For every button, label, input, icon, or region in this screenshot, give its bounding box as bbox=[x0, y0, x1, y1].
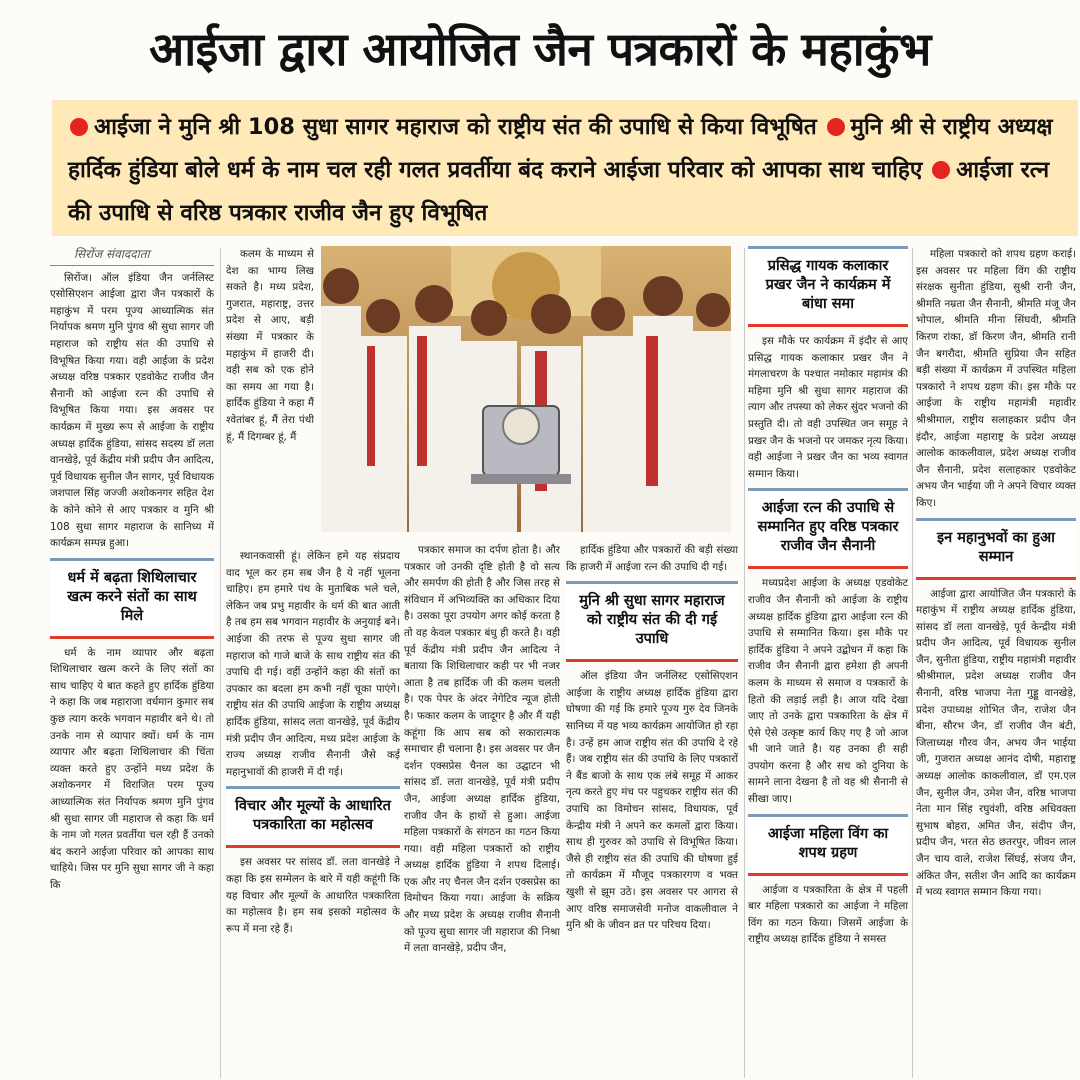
bullet-dot-icon bbox=[827, 118, 845, 136]
column-rule bbox=[744, 248, 745, 1078]
bullet-dot-icon bbox=[70, 118, 88, 136]
paragraph: हार्दिक हुंडिया और पत्रकारों की बड़ी संख्या कि हाजरी में आईजा रत्न की उपाधि दी गई। bbox=[566, 544, 738, 573]
article-column-1 bbox=[50, 246, 214, 1076]
paragraph: महिला पत्रकारो को शपथ ग्रहण कराई। इस अवसर पर महिला विंग की राष्ट्रीय संरक्षक सुनीता हुंडिया, सुश्री रानी जैन, श्रीमति नम्रता जैन सैनानी, श्रीमति मंजू जैन भोपाल, श्रीमति मीना सिंघवी, श्रीमति किरण रांका, डॉ किरण जैन, श्रीमति रानी जैन बगरौदा, श्रीमति सुप्रिया जैन सहित बड़ी संख्या में कार्यक्रम में उपस्थित महिला पत्रकारो ने शपथ ग्रहण की। इस मौके पर आईजा के राष्ट्रीय महामंत्री महावीर श्रीश्रीमाल, राष्ट्रीय सलाहकार प्रदीप जैन इंदौर, आईजा महाराष्ट्र के प्रदेश अध्यक्ष आलोक काकलीवाल, प्रदेश अध्यक्ष राजीव जैन सैनानी, प्रदेश सलाहकार एडवोकेट अभय जैन भाईया जी ने अपने विचार व्यक्त किए। bbox=[916, 248, 1076, 509]
paragraph: पत्रकार समाज का दर्पण होता है। और पत्रकार जो उनकी दृष्टि होती है वो सत्य और समर्पण की होती है और जिस तरह से संविधान में अभिव्यक्ति का अधिकार दिया है। उसका पूरा उपयोग अगर कोई करता है तो वह केवल पत्रकार बंधु ही करते है। वही पूर्व केंद्रीय मंत्री प्रदीप जैन आदित्य ने बताया कि शिथिलाचार कही पर भी नजर आता है तब हार्दिक जी की कलम चलती है। एक पेपर के अंदर नेगेटिव न्यूज होती है। फकार कलम के जादूगर है और मैं यही कहूंगा कि आप सब को सकारात्मक समाचार ही चलाना है। इस अवसर पर जैन दर्शन एक्सप्रेस चैनल का उद्घाटन भी सांसद डॉ. लता वानखेड़े, पूर्व मंत्री प्रदीप जैन, आईजा अध्यक्ष हार्दिक हुंडिया, राजीव जैन के हाथों से हुआ। आईजा महिला पत्रकारों के संगठन का गठन किया गया। वही महिला पत्रकारों को राष्ट्रीय अध्यक्ष हार्दिक हुंडिया ने शपथ दिलाई। एक और नए चैनल जैन दर्शन एक्सप्रेस का विमोचन किया गया। आईजा के सक्रिय और मध्य प्रदेश के अध्यक्ष राजीव सैनानी को पूज्य सुधा सागर जी महाराज की निश्रा में लता वानखेड़े, प्रदीप जैन, bbox=[404, 544, 560, 955]
subheading: धर्म में बढ़ता शिथिलाचार खत्म करने संतों का साथ मिले bbox=[50, 558, 214, 639]
felicitation-photo-illustration bbox=[321, 246, 731, 532]
headline: आईजा द्वारा आयोजित जैन पत्रकारों के महाकुंभ bbox=[149, 22, 931, 76]
article-column-6 bbox=[916, 246, 1076, 1076]
column-rule bbox=[220, 248, 221, 1078]
column-rule bbox=[912, 248, 913, 1078]
paragraph: आईजा द्वारा आयोजित जैन पत्रकारो के महाकुंभ में राष्ट्रीय अध्यक्ष हार्दिक हुंडिया, सांसद डॉ लता वानखेड़े, पूर्व केन्द्रीय मंत्री प्रदीप जैन आदित्य, पूर्व विधायक सुनील जैन, सुनीता हुंडिया, राष्ट्रीय महामंत्री महावीर श्रीश्रीमाल, प्रदेश अध्यक्ष राजीव जैन सैनानी, वरिष्ठ भाजपा नेता गुड्डू वानखेड़े, प्रदेश उपाध्यक्ष शोभित जैन, राजेश जैन बीना, सौरभ जैन, डॉ राजीव जैन बंटी, जिलाध्यक्ष गौरव जैन, अभय जैन भाईया जी, गुजरात अध्यक्ष आनंद दोषी, महाराष्ट्र अध्यक्ष आलोक काकलीवाल, डॉ एम.एल जैन, सुनील जैन, उमेश जैन, वरिष्ठ भाजपा नेता मान सिंह रघुवंशी, वरिष्ठ अधिवक्ता सुभाष बोहरा, अमित जैन, संदीप जैन, प्रदीप जैन, भरत सेठ छतरपुर, जीवन लाल जैन चाय वाले, राजेश सिंघई, संजय जैन, अंकित जैन, सतीश जैन आदि का कार्यक्रम में भव्य स्वागत सम्मान किया गया। bbox=[916, 587, 1076, 899]
subhead-line-2: मुनि श्री से राष्ट्रीय अध्यक्ष हार्दिक हुंडिया बोले धर्म के नाम चल रही गलत प्रवर्तीया बंद कराने आईजा परिवार को आपका साथ चाहिए bbox=[68, 114, 1053, 183]
paragraph: स्थानकवासी हूं। लेकिन हमे यह संप्रदाय वाद भूल कर हम सब जैन है ये नहीं भूलना चाहिए। हम हमारे पंथ के मुताबिक भले चले, लेकिन जब प्रभु महावीर के धर्म की बात आती है तब हम सब भगवान महावीर के अनुयाई बने। आईजा की तरफ से पूज्य सुधा सागर जी महाराज को गाजे बाजे के साथ राष्ट्रीय संत की उपाधि दी गई। वहीं उन्होंने कहा की संतों का उपकार का बदला हम कभी नहीं चूका पाएंगे। राष्ट्रीय संत की उपाधि आईजा के राष्ट्रीय अध्यक्ष हार्दिक हुंडिया, सांसद लता वानखेड़े, पूर्व केंद्रीय मंत्री प्रदीप जैन आदित्य, मध्य प्रदेश आईजा के राज्य अध्यक्ष राजीव सैनानी जैसे कई महानुभावों की हाजरी में दी गई। bbox=[226, 550, 400, 778]
byline: सिरोंज संवाददाता bbox=[50, 246, 214, 266]
article-column-3 bbox=[404, 542, 560, 1078]
subheadline-band bbox=[52, 100, 1078, 236]
subheading: मुनि श्री सुधा सागर महाराज को राष्ट्रीय संत की दी गई उपाधि bbox=[566, 581, 738, 662]
subheading: विचार और मूल्यों के आधारित पत्रकारिता का महोत्सव bbox=[226, 786, 400, 848]
article-column-5 bbox=[748, 246, 908, 1076]
paragraph: इस मौके पर कार्यक्रम में इंदौर से आए प्रसिद्ध गायक कलाकार प्रखर जैन ने मंगलाचरण के पश्चात नमोकार महामंत्र की महिमा मुनि श्री सुधा सागर महाराज की त्याग और तपस्या को लेकर सुंदर भजनो की प्रस्तुति दी। तो वही उपस्थित जन समूह ने प्रखर जैन के भजनो पर जमकर नृत्य किया। वही आईजा ने प्रखर जैन का भव्य स्वागत सम्मान किया। bbox=[748, 335, 908, 480]
paragraph: ऑल इंडिया जैन जर्नलिस्ट एसोसिएशन आईजा के राष्ट्रीय अध्यक्ष हार्दिक हुंडिया द्वारा घोषणा की गई कि हमारे पूज्य गुरु देव जिनके सानिध्य में यह भव्य कार्यक्रम आयोजित हो रहा है। उन्हें हम आज राष्ट्रीय संत की उपाधि दे रहे हैं। जब राष्ट्रीय संत की उपाधि के लिए पत्रकारों ने बैंड बाजो के साथ एक लंबे समूह में आकर नृत्य करते हुए मंच पर पहुचकर राष्ट्रीय संत की उपाधि का विमोचन सांसद, विधायक, पूर्व केन्द्रीय मंत्री ने अपने कर कमलों द्वारा किया। साथ ही गुरुवर को उपाधि से विभूषित किया। जैसे ही राष्ट्रीय संत की उपाधि की घोषणा हुई तो कार्यक्रम में मौजूद पत्रकारगण व भक्त खुशी से झूम उठे। इस अवसर पर आगरा से आए वरिष्ठ समाजसेवी मनोज वाकलीवाल ने मुनि श्री के जीवन व्रत पर परिचय दिया। bbox=[566, 670, 738, 932]
paragraph: सिरोंज। ऑल इंडिया जैन जर्नलिस्ट एसोसिएशन आईजा द्वारा जैन पत्रकारों के महाकुंभ में परम पूज्य आध्यात्मिक संत निर्यापक श्रमण मुनि पुंगव श्री सुधा सागर जी महाराज को राष्ट्रीय संत की उपाधि से विभूषित किया गया। वही आईजा के प्रदेश अध्यक्ष वरिष्ठ पत्रकार एडवोकेट राजीव जैन सैनानी को आईजा रत्न की उपाधि से विभूषित किया गया। इस अवसर पर कार्यक्रम में मुख्य रूप से आईजा के राष्ट्रीय अध्यक्ष हार्दिक हुंडिया, सांसद सदस्य डॉ लता वानखेड़े, पूर्व केंद्रीय मंत्री प्रदीप जैन आदित्य, पूर्व विधायक सुनील जैन सागर, पूर्व विधायक जशपाल सिंह जज्जी अशोकनगर सहित देश के कोने कोने से आए पत्रकार व मुनि श्री 108 सुधा सागर महाराज के सानिध्य में कार्यक्रम सम्पन्न हुआ। bbox=[50, 271, 214, 550]
subheading: इन महानुभवों का हुआ सम्मान bbox=[916, 518, 1076, 580]
subheading: आईजा महिला विंग का शपथ ग्रहण bbox=[748, 814, 908, 876]
subhead-line-3: आईजा रत्न की उपाधि से वरिष्ठ पत्रकार राजीव जैन हुए विभूषित bbox=[68, 157, 1050, 226]
paragraph: इस अवसर पर सांसद डॉ. लता वानखेड़े ने कहा कि इस सम्मेलन के बारे में यही कहूंगी कि यह विचार और मूल्यों के आधारित पत्रकारिता का महोत्सव है। हम सब इसको महोत्सव के रूप में मना रहे हैं। bbox=[226, 856, 400, 935]
paragraph: मध्यप्रदेश आईजा के अध्यक्ष एडवोकेट राजीव जैन सैनानी को आईजा के राष्ट्रीय अध्यक्ष हार्दिक हुंडिया द्वारा आईजा रत्न की उपाधि से सम्मानित किया। इस मौके पर हार्दिक हुंडिया ने अपने उद्बोधन में कहा कि राजीव जैन सैनानी द्वारा हमेशा ही अपनी कलम के माध्यम से समाज व पत्रकारों के हितो की लड़ाई लड़ी है। आज यदि देखा जाए तो उनके द्वारा पत्रकारिता के क्षेत्र में ऐसे ऐसे उत्कृष्ट कार्य किए गए है जो आज भी जाने जाते है। यह उनका ही सही उपयोग करना है और सच को दुनिया के सामने लाना देखना है तो वह श्री सैनानी से सीखा जाए। bbox=[748, 577, 908, 806]
subheading: प्रसिद्ध गायक कलाकार प्रखर जैन ने कार्यक्रम में बांधा समा bbox=[748, 246, 908, 327]
paragraph: धर्म के नाम व्यापार और बढ़ता शिथिलाचार खत्म करने के लिए संतों का साथ चाहिए ये बात कहते हुए हार्दिक हुंडिया ने कहा कि जब महाराजा वर्धमान कुमार सब कुछ त्याग करके भगवान महावीर बने थे। तो उनके नाम से व्यापार क्यों। धर्म के नाम व्यापार और बढ़ता शिथिलाचार की चिंता व्यक्त करते हुए उन्होंने मध्य प्रदेश के अशोकनगर में विराजित परम पूज्य आध्यात्मिक संत निर्यापक श्रमण मुनि पुंगव श्री सुधा सागर जी महाराज से कहा कि धर्म के नाम जो गलत प्रवर्तीया चल रही हैं उनको बंद कराने आईजा परिवार को आपका साथ चाहिये। जिस पर मुनि सुधा सागर जी ने कहा कि bbox=[50, 646, 214, 891]
paragraph: आईजा व पत्रकारिता के क्षेत्र में पहली बार महिला पत्रकारो का आईजा ने महिला विंग का गठन किया। जिसमें आईजा के राष्ट्रीय अध्यक्ष हार्दिक हुंडिया ने समस्त bbox=[748, 883, 908, 946]
subhead-line-1: आईजा ने मुनि श्री 108 सुधा सागर महाराज को राष्ट्रीय संत की उपाधि से किया विभूषित bbox=[94, 114, 817, 140]
article-column-2 bbox=[226, 246, 314, 546]
article-column-4 bbox=[566, 542, 738, 1078]
paragraph: कलम के माध्यम से देश का भाग्य लिख सकते है। मध्य प्रदेश, गुजरात, महाराष्ट्र, उत्तर प्रदेश से आए, बड़ी संख्या में पत्रकार के महाकुंभ में हाजरी दी। वही सब को एक होने का समय आ गया है। हार्दिक हुंडिया ने कहा मैं श्वेतांबर हूं, मैं तेरा पंथी हूं, मैं दिगम्बर हूं, मैं bbox=[226, 248, 314, 443]
subheading: आईजा रत्न की उपाधि से सम्मानित हुए वरिष्ठ पत्रकार राजीव जैन सैनानी bbox=[748, 488, 908, 569]
event-photo bbox=[321, 246, 731, 532]
bullet-dot-icon bbox=[932, 161, 950, 179]
article-column-wide-left bbox=[226, 548, 400, 1078]
